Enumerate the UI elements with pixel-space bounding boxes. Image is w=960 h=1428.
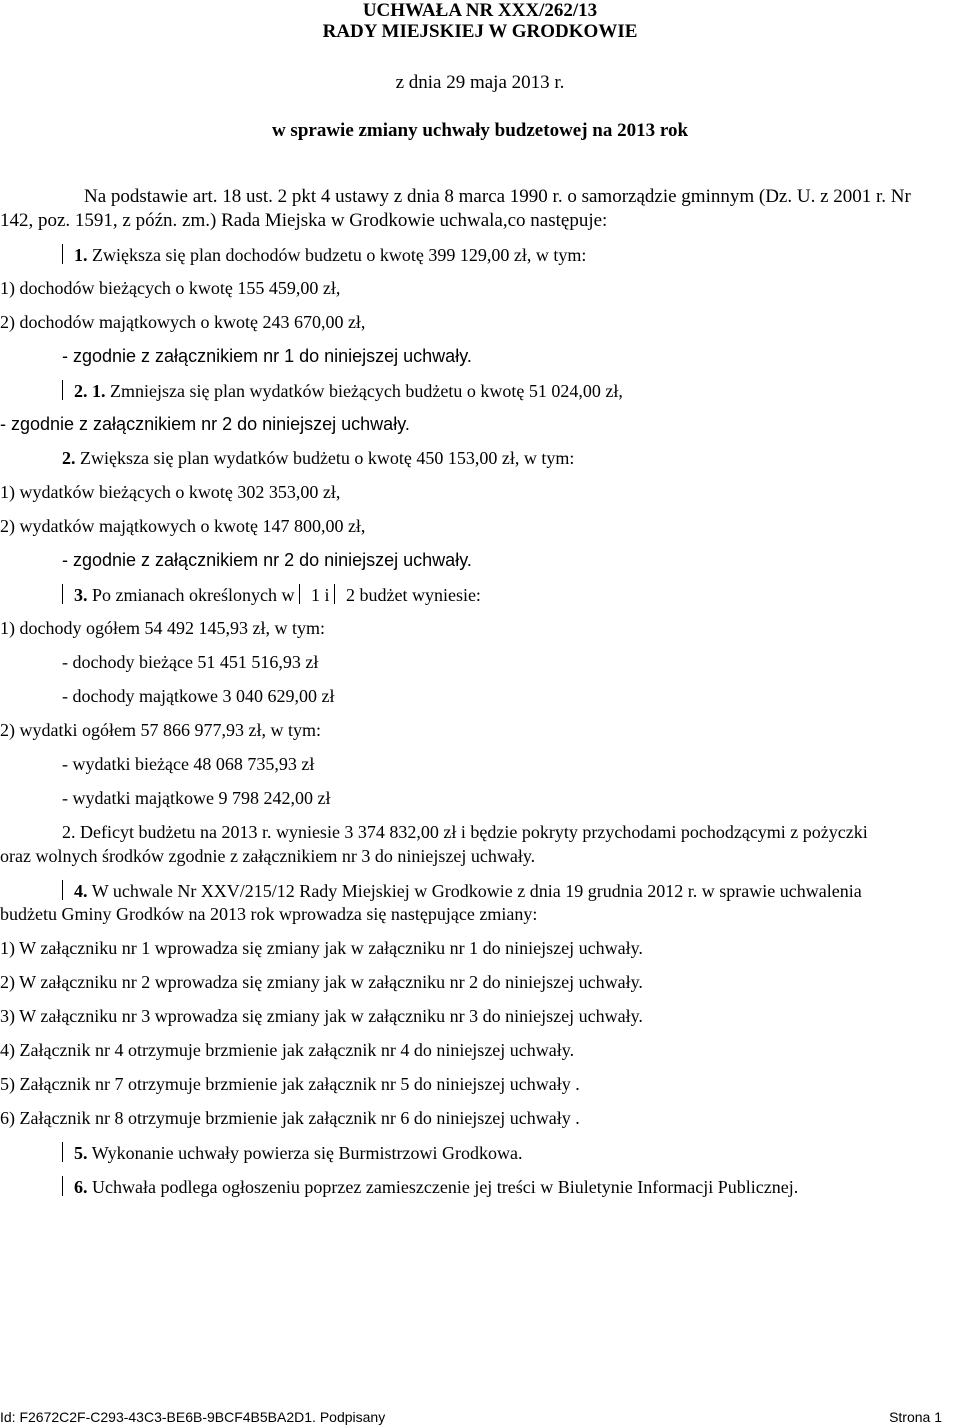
s3-item-1b: - dochody majątkowe 3 040 629,00 zł bbox=[62, 686, 335, 706]
s2-item-2: 2) wydatków majątkowych o kwotę 147 800,00 zł, bbox=[0, 516, 366, 536]
section-4: 4. W uchwale Nr XXV/215/12 Rady Miejskiej w Grodkowie z dnia 19 grudnia 2012 r. w sprawie uchwalenia bbox=[62, 880, 862, 902]
section-1: 1. Zwiększa się plan dochodów budzetu o kwotę 399 129,00 zł, w tym: bbox=[62, 244, 586, 266]
s2-paragraph-2: 2. Zwiększa się plan wydatków budżetu o kwotę 450 153,00 zł, w tym: bbox=[62, 448, 575, 468]
s1-reference: - zgodnie z załącznikiem nr 1 do niniejszej uchwały. bbox=[62, 346, 472, 366]
s3-deficit-line-1: 2. Deficyt budżetu na 2013 r. wyniesie 3 374 832,00 zł i będzie pokryty przychodami pochodzącymi z pożyczki bbox=[62, 822, 868, 842]
document-id: Id: F2672C2F-C293-43C3-BE6B-9BCF4B5BA2D1. Podpisany bbox=[0, 1409, 386, 1425]
s3-item-1a: - dochody bieżące 51 451 516,93 zł bbox=[62, 652, 319, 672]
s4-item-3: 3) W załączniku nr 3 wprowadza się zmiany jak w załączniku nr 3 do niniejszej uchwały. bbox=[0, 1006, 643, 1026]
section-sign-icon bbox=[334, 584, 341, 604]
s2-item-1: 1) wydatków bieżących o kwotę 302 353,00 zł, bbox=[0, 482, 341, 502]
s4-item-6: 6) Załącznik nr 8 otrzymuje brzmienie jak załącznik nr 6 do niniejszej uchwały . bbox=[0, 1108, 580, 1128]
preamble-line-2: 142, poz. 1591, z późn. zm.) Rada Miejska w Grodkowie uchwala,co następuje: bbox=[0, 210, 608, 231]
title-line-1: UCHWAŁA NR XXX/262/13 bbox=[362, 0, 598, 21]
section-sign-icon bbox=[62, 244, 69, 264]
s3-item-2b: - wydatki majątkowe 9 798 242,00 zł bbox=[62, 788, 331, 808]
s3-item-1: 1) dochody ogółem 54 492 145,93 zł, w tym: bbox=[0, 618, 325, 638]
s1-item-1: 1) dochodów bieżących o kwotę 155 459,00 zł, bbox=[0, 278, 341, 298]
section-sign-icon bbox=[62, 1142, 69, 1162]
s2-p1-reference: - zgodnie z załącznikiem nr 2 do niniejszej uchwały. bbox=[0, 414, 410, 434]
s3-item-2: 2) wydatki ogółem 57 866 977,93 zł, w tym: bbox=[0, 720, 321, 740]
section-sign-icon bbox=[62, 1176, 69, 1196]
s2-reference: - zgodnie z załącznikiem nr 2 do niniejszej uchwały. bbox=[62, 550, 472, 570]
title-line-2: RADY MIEJSKIEJ W GRODKOWIE bbox=[322, 21, 638, 42]
section-sign-icon bbox=[62, 584, 69, 604]
s4-item-1: 1) W załączniku nr 1 wprowadza się zmiany jak w załączniku nr 1 do niniejszej uchwały. bbox=[0, 938, 643, 958]
section-sign-icon bbox=[299, 584, 306, 604]
section-2: 2. 1. Zmniejsza się plan wydatków bieżących budżetu o kwotę 51 024,00 zł, bbox=[62, 380, 623, 402]
s4-item-5: 5) Załącznik nr 7 otrzymuje brzmienie jak załącznik nr 5 do niniejszej uchwały . bbox=[0, 1074, 580, 1094]
s1-item-2: 2) dochodów majątkowych o kwotę 243 670,00 zł, bbox=[0, 312, 366, 332]
section-6: 6. Uchwała podlega ogłoszeniu poprzez zamieszczenie jej treści w Biuletynie Informacji Publicznej. bbox=[62, 1176, 798, 1198]
s3-item-2a: - wydatki bieżące 48 068 735,93 zł bbox=[62, 754, 315, 774]
page-number: Strona 1 bbox=[889, 1409, 942, 1425]
s4-line-2: budżetu Gminy Grodków na 2013 rok wprowadza się następujące zmiany: bbox=[0, 904, 538, 924]
resolution-date: z dnia 29 maja 2013 r. bbox=[395, 72, 565, 93]
resolution-subject: w sprawie zmiany uchwały budzetowej na 2013 rok bbox=[271, 120, 689, 141]
s3-deficit-line-2: oraz wolnych środków zgodnie z załącznikiem nr 3 do niniejszej uchwały. bbox=[0, 846, 536, 866]
s4-item-2: 2) W załączniku nr 2 wprowadza się zmiany jak w załączniku nr 2 do niniejszej uchwały. bbox=[0, 972, 643, 992]
section-sign-icon bbox=[62, 880, 69, 900]
section-sign-icon bbox=[62, 380, 69, 400]
s4-item-4: 4) Załącznik nr 4 otrzymuje brzmienie jak załącznik nr 4 do niniejszej uchwały. bbox=[0, 1040, 575, 1060]
section-3: 3. Po zmianach określonych w 1 i 2 budżet wyniesie: bbox=[62, 584, 481, 606]
preamble-line-1: Na podstawie art. 18 ust. 2 pkt 4 ustawy z dnia 8 marca 1990 r. o samorządzie gminnym (Dz. U. z 2001 r. Nr bbox=[84, 186, 911, 207]
section-5: 5. Wykonanie uchwały powierza się Burmistrzowi Grodkowa. bbox=[62, 1142, 522, 1164]
